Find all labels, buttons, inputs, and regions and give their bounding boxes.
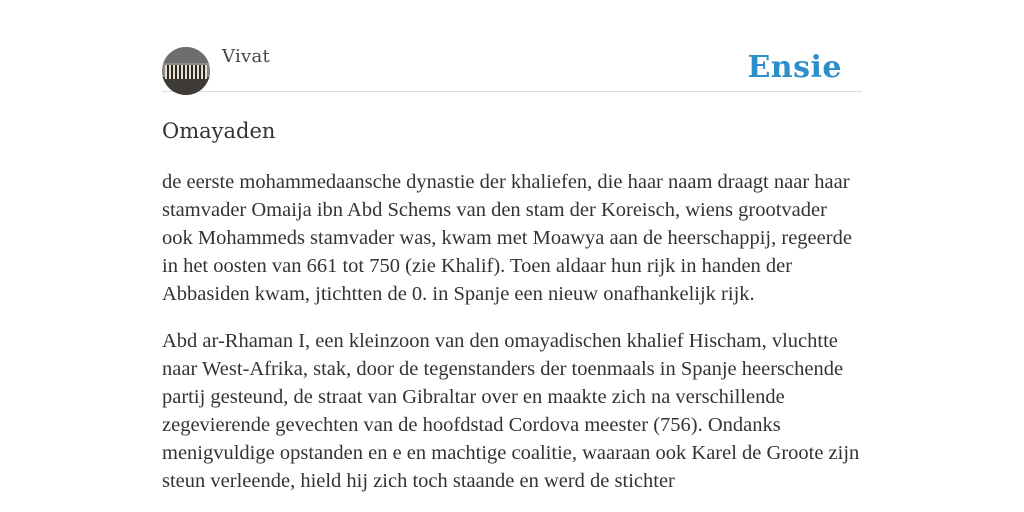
- page-container: [162, 0, 862, 512]
- article-paragraph: Abd ar-Rhaman I, een kleinzoon van den omayadischen khalief Hischam, vluchtte naar West-Afrika, stak, door de tegenstanders der toenmaals in Spanje heerschende partij gesteund, de straat van Gibraltar over en maakte zich na verschillende zegevierende gevechten van de hoofdstad Cordova meester (756). Ondanks menigvuldige opstanden en e en machtige coalitie, waaraan ook Karel de Groote zijn steun verleende, hield hij zich toch staande en werd de stichter: [162, 330, 860, 492]
- author-name[interactable]: Vivat: [222, 46, 271, 67]
- article-paragraph: de eerste mohammedaansche dynastie der khaliefen, die haar naam draagt naar haar stamvader Omaija ibn Abd Schems van den stam der Koreisch, wiens grootvader ook Mohammeds stamvader was, kwam met Moawya aan de heerschappij, regeerde in het oosten van 661 tot 750 (zie Khalif). Toen aldaar hun rijk in handen der Abbasiden kwam, jtichtten de 0. in Spanje een nieuw onafhankelijk rijk.: [162, 171, 852, 305]
- avatar-image-icon: [162, 47, 210, 95]
- page-header: [162, 0, 862, 92]
- article-body: [162, 168, 862, 495]
- brand-logo[interactable]: Ensie: [747, 50, 842, 85]
- page-title: Omayaden: [162, 119, 276, 143]
- author-avatar[interactable]: [162, 47, 210, 95]
